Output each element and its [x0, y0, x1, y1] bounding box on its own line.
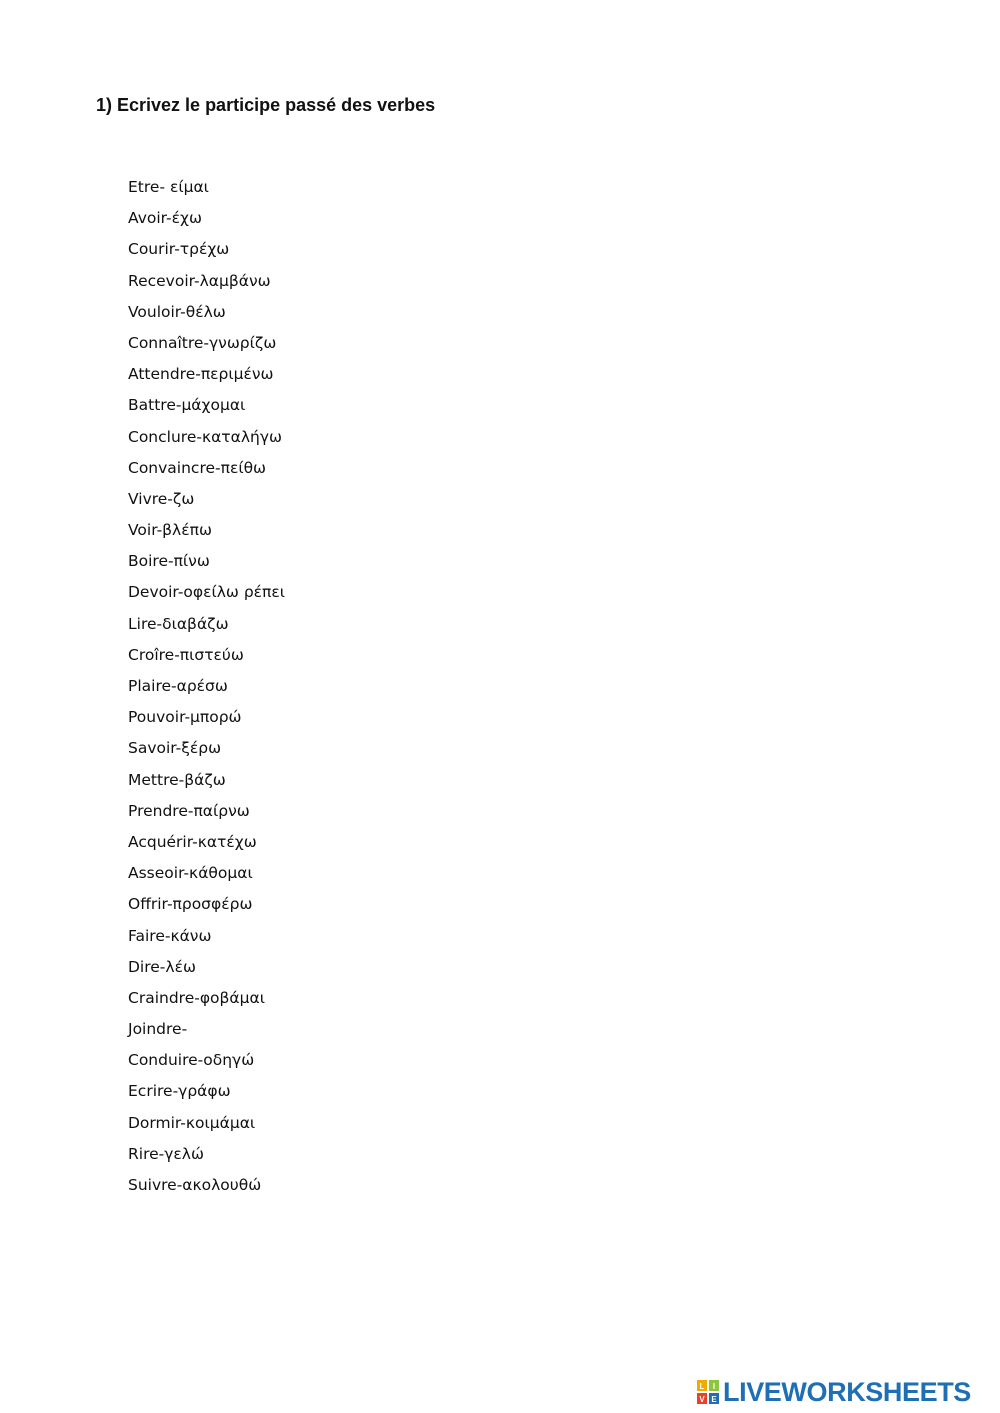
verb-item-dire: Dire-λέω — [128, 957, 196, 976]
verb-item-savoir: Savoir-ξέρω — [128, 739, 222, 758]
verb-item-plaire: Plaire-αρέσω — [128, 677, 228, 695]
verb-item-connaitre: Connaître-γνωρίζω — [128, 333, 277, 352]
brand-name: LIVEWORKSHEETS — [723, 1377, 971, 1407]
verb-item-devoir: Devoir-οφείλω ρέπει — [128, 583, 285, 602]
verb-item-battre: Battre-μάχομαι — [128, 396, 246, 415]
verb-item-dormir: Dormir-κοιμάμαι — [128, 1113, 256, 1132]
verb-item-acquerir: Acquérir-κατέχω — [128, 832, 257, 851]
verb-item-avoir: Avoir-έχω — [128, 209, 202, 228]
verb-item-suivre: Suivre-ακολουθώ — [128, 1176, 262, 1194]
verb-item-boire: Boire-πίνω — [128, 552, 210, 571]
verb-item-rire: Rire-γελώ — [128, 1144, 204, 1163]
verb-item-courir: Courir-τρέχω — [128, 240, 230, 259]
verb-item-prendre: Prendre-παίρνω — [128, 801, 250, 820]
liveworksheets-logo-icon — [697, 1380, 719, 1404]
svg-text:E: E — [711, 1395, 717, 1404]
svg-text:L: L — [699, 1382, 705, 1391]
verb-item-voir: Voir-βλέπω — [128, 521, 212, 540]
svg-text:I: I — [712, 1382, 716, 1391]
verb-item-convaincre: Convaincre-πείθω — [128, 458, 267, 477]
verb-item-mettre: Mettre-βάζω — [128, 770, 226, 789]
verb-item-faire: Faire-κάνω — [128, 926, 212, 945]
verb-item-pouvoir: Pouvoir-μπορώ — [128, 708, 242, 727]
verb-list — [128, 175, 285, 1204]
verb-item-croire: Croîre-πιστεύω — [128, 645, 244, 664]
verb-item-vouloir: Vouloir-θέλω — [128, 302, 226, 321]
page-title: 1) Ecrivez le participe passé des verbes — [96, 95, 436, 115]
verb-item-craindre: Craindre-φοβάμαι — [128, 988, 265, 1007]
verb-item-etre: Etre- είμαι — [128, 178, 209, 196]
verb-item-lire: Lire-διαβάζω — [128, 614, 229, 633]
verb-item-recevoir: Recevoir-λαμβάνω — [128, 271, 271, 290]
verb-item-vivre: Vivre-ζω — [128, 489, 195, 508]
verb-item-offrir: Offrir-προσφέρω — [128, 895, 253, 914]
liveworksheets-brand — [697, 1375, 971, 1409]
verb-item-ecrire: Ecrire-γράφω — [128, 1082, 231, 1101]
verb-item-conduire: Conduire-οδηγώ — [128, 1051, 255, 1070]
svg-text:V: V — [699, 1395, 705, 1404]
verb-item-conclure: Conclure-καταλήγω — [128, 427, 282, 446]
verb-item-asseoir: Asseoir-κάθομαι — [128, 864, 253, 883]
verb-item-joindre: Joindre- — [128, 1020, 188, 1039]
verb-item-attendre: Attendre-περιμένω — [128, 365, 274, 384]
